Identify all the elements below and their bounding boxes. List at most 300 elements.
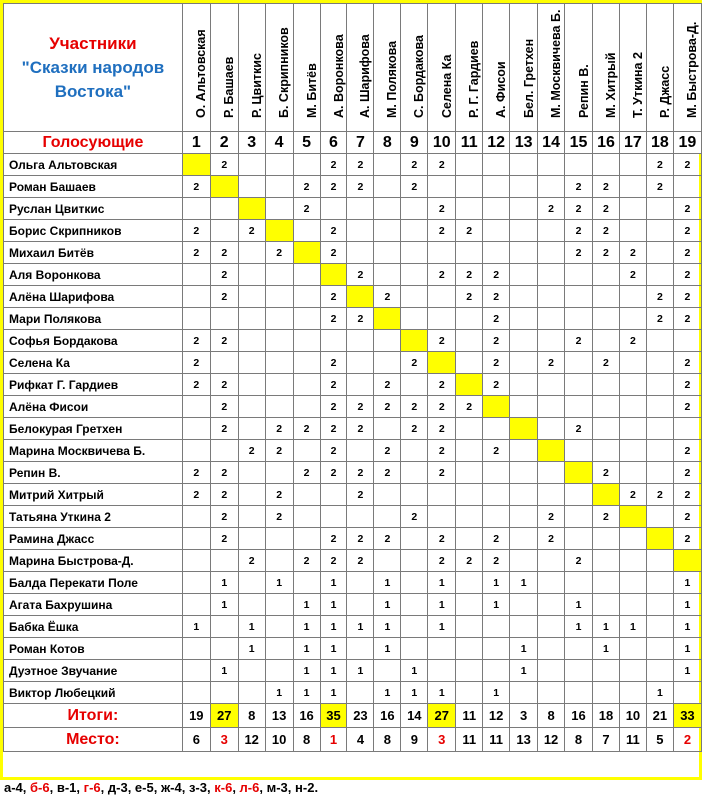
vote-cell (182, 308, 210, 330)
vote-cell (182, 506, 210, 528)
participant-header-cell (565, 4, 593, 132)
vote-cell (374, 154, 401, 176)
vote-cell (538, 616, 565, 638)
vote-cell: 1 (428, 594, 456, 616)
vote-cell (238, 506, 265, 528)
vote-cell (619, 154, 646, 176)
vote-cell (565, 506, 593, 528)
voter-row (4, 660, 702, 682)
vote-cell: 2 (428, 396, 456, 418)
vote-cell (483, 506, 510, 528)
vote-cell: 2 (320, 462, 347, 484)
vote-cell (182, 418, 210, 440)
vote-cell (673, 176, 701, 198)
vote-cell (210, 198, 238, 220)
voter-row (4, 220, 702, 242)
participant-number: 16 (593, 132, 620, 154)
vote-cell: 2 (673, 154, 701, 176)
vote-cell (510, 550, 538, 572)
vote-cell: 2 (347, 154, 374, 176)
vote-cell (374, 330, 401, 352)
total-cell: 27 (210, 704, 238, 728)
vote-cell (265, 176, 293, 198)
vote-cell: 2 (538, 198, 565, 220)
participant-name: Р. Г. Гардиев (467, 40, 482, 118)
vote-cell: 1 (673, 660, 701, 682)
vote-cell (538, 418, 565, 440)
vote-cell (182, 440, 210, 462)
vote-cell (238, 462, 265, 484)
participants-header-row (4, 4, 702, 132)
vote-cell (565, 352, 593, 374)
vote-cell (538, 572, 565, 594)
place-cell: 10 (265, 728, 293, 752)
voter-row (4, 396, 702, 418)
vote-cell (565, 682, 593, 704)
vote-cell: 2 (593, 242, 620, 264)
vote-cell: 2 (673, 506, 701, 528)
vote-cell: 2 (428, 198, 456, 220)
vote-cell: 2 (483, 264, 510, 286)
vote-cell (238, 660, 265, 682)
vote-cell (593, 594, 620, 616)
participant-header-cell (428, 4, 456, 132)
vote-cell: 1 (238, 638, 265, 660)
vote-cell: 1 (374, 638, 401, 660)
vote-cell (538, 462, 565, 484)
vote-cell (593, 264, 620, 286)
vote-cell (593, 308, 620, 330)
title-line-3: Востока" (54, 81, 132, 101)
vote-cell (374, 220, 401, 242)
vote-cell (374, 550, 401, 572)
participant-number: 9 (401, 132, 428, 154)
voter-name: Ольга Альтовская (4, 154, 183, 176)
vote-cell (510, 308, 538, 330)
vote-cell: 2 (210, 374, 238, 396)
vote-cell (293, 330, 320, 352)
vote-cell (428, 638, 456, 660)
vote-cell: 2 (483, 308, 510, 330)
vote-cell: 2 (182, 220, 210, 242)
vote-cell (374, 352, 401, 374)
vote-cell (538, 308, 565, 330)
places-row (4, 728, 702, 752)
vote-cell (238, 154, 265, 176)
vote-cell (401, 594, 428, 616)
vote-cell (238, 484, 265, 506)
vote-cell (293, 484, 320, 506)
vote-cell (565, 484, 593, 506)
vote-cell: 2 (210, 462, 238, 484)
voter-row (4, 638, 702, 660)
participant-name: Р. Джасс (657, 65, 672, 118)
voter-row (4, 264, 702, 286)
vote-cell: 2 (320, 528, 347, 550)
vote-cell: 2 (483, 440, 510, 462)
vote-cell (293, 374, 320, 396)
vote-cell: 1 (320, 572, 347, 594)
vote-cell: 1 (428, 616, 456, 638)
place-cell: 3 (428, 728, 456, 752)
vote-cell (347, 638, 374, 660)
voter-row (4, 594, 702, 616)
place-cell: 11 (619, 728, 646, 752)
vote-cell (593, 660, 620, 682)
vote-cell (374, 176, 401, 198)
place-cell: 9 (401, 728, 428, 752)
vote-cell (619, 550, 646, 572)
vote-cell (593, 154, 620, 176)
voter-name: Митрий Хитрый (4, 484, 183, 506)
vote-cell: 2 (320, 286, 347, 308)
voter-row (4, 418, 702, 440)
vote-cell: 1 (374, 682, 401, 704)
vote-cell: 2 (182, 352, 210, 374)
vote-cell (538, 154, 565, 176)
voter-row (4, 242, 702, 264)
vote-cell (182, 286, 210, 308)
vote-cell (646, 374, 673, 396)
vote-cell (565, 440, 593, 462)
vote-cell: 2 (428, 374, 456, 396)
vote-cell (401, 440, 428, 462)
vote-cell (483, 484, 510, 506)
vote-cell (456, 572, 483, 594)
participant-header-cell (347, 4, 374, 132)
participant-number: 8 (374, 132, 401, 154)
vote-cell: 2 (293, 176, 320, 198)
vote-cell: 2 (673, 308, 701, 330)
vote-cell (593, 550, 620, 572)
vote-cell: 2 (347, 462, 374, 484)
vote-cell (238, 682, 265, 704)
participant-name: А. Шарифова (358, 34, 373, 118)
voter-row (4, 352, 702, 374)
vote-cell: 1 (565, 594, 593, 616)
vote-cell (293, 264, 320, 286)
vote-cell (265, 374, 293, 396)
self-vote-cell (401, 330, 428, 352)
participant-header-cell (293, 4, 320, 132)
vote-cell (238, 418, 265, 440)
vote-cell: 2 (673, 286, 701, 308)
vote-cell (510, 264, 538, 286)
vote-cell: 2 (673, 198, 701, 220)
vote-cell (565, 572, 593, 594)
totals-label: Итоги: (4, 704, 183, 728)
vote-cell: 2 (320, 154, 347, 176)
self-vote-cell (374, 308, 401, 330)
self-vote-cell (210, 176, 238, 198)
vote-cell (456, 506, 483, 528)
voter-name: Рамина Джасс (4, 528, 183, 550)
vote-cell: 2 (428, 418, 456, 440)
vote-cell (619, 286, 646, 308)
vote-cell: 2 (182, 176, 210, 198)
vote-cell (238, 176, 265, 198)
voter-row (4, 308, 702, 330)
vote-cell (265, 550, 293, 572)
total-cell: 33 (673, 704, 701, 728)
vote-cell: 2 (401, 506, 428, 528)
vote-cell: 1 (593, 638, 620, 660)
voter-name: Мари Полякова (4, 308, 183, 330)
participant-number-row (4, 132, 702, 154)
vote-cell (210, 440, 238, 462)
voter-row (4, 330, 702, 352)
vote-cell: 2 (374, 374, 401, 396)
total-cell: 8 (238, 704, 265, 728)
self-vote-cell (593, 484, 620, 506)
vote-cell (510, 352, 538, 374)
vote-cell: 1 (593, 616, 620, 638)
vote-cell (646, 594, 673, 616)
vote-cell (593, 374, 620, 396)
vote-cell: 2 (347, 396, 374, 418)
vote-cell: 1 (483, 572, 510, 594)
legend-item: м-3 (266, 780, 288, 795)
vote-cell (510, 462, 538, 484)
vote-cell: 2 (210, 506, 238, 528)
place-cell: 8 (565, 728, 593, 752)
vote-cell (565, 528, 593, 550)
voter-name: Рифкат Г. Гардиев (4, 374, 183, 396)
vote-cell (456, 176, 483, 198)
vote-cell: 2 (565, 242, 593, 264)
vote-cell (374, 198, 401, 220)
vote-cell: 2 (565, 330, 593, 352)
vote-cell (456, 418, 483, 440)
vote-cell (347, 220, 374, 242)
vote-cell: 2 (483, 286, 510, 308)
voter-row (4, 176, 702, 198)
vote-cell: 2 (265, 484, 293, 506)
vote-cell (347, 242, 374, 264)
vote-cell (646, 198, 673, 220)
legend-item: е-5 (134, 780, 154, 795)
vote-cell: 1 (510, 638, 538, 660)
vote-cell: 2 (646, 484, 673, 506)
vote-cell: 2 (456, 264, 483, 286)
vote-cell (510, 440, 538, 462)
vote-cell (347, 352, 374, 374)
vote-cell (265, 462, 293, 484)
vote-cell: 2 (483, 352, 510, 374)
participant-number: 1 (182, 132, 210, 154)
vote-cell: 2 (320, 352, 347, 374)
vote-cell (456, 660, 483, 682)
participant-name: Селена Ка (439, 54, 454, 118)
participant-number: 12 (483, 132, 510, 154)
total-cell: 3 (510, 704, 538, 728)
vote-cell: 1 (428, 572, 456, 594)
vote-cell (619, 220, 646, 242)
legend-item: н-2. (295, 780, 319, 795)
vote-cell: 1 (293, 594, 320, 616)
vote-cell: 1 (320, 682, 347, 704)
legend-item: ж-4 (160, 780, 182, 795)
vote-cell: 2 (428, 462, 456, 484)
vote-cell: 2 (265, 418, 293, 440)
place-cell: 7 (593, 728, 620, 752)
vote-cell (510, 594, 538, 616)
voter-name: Агата Бахрушина (4, 594, 183, 616)
vote-cell: 2 (673, 374, 701, 396)
vote-cell: 2 (565, 220, 593, 242)
voter-row (4, 528, 702, 550)
voter-name: Аля Воронкова (4, 264, 183, 286)
vote-cell: 2 (619, 264, 646, 286)
vote-cell (374, 242, 401, 264)
vote-cell (320, 484, 347, 506)
vote-cell (538, 374, 565, 396)
vote-cell (510, 176, 538, 198)
vote-cell (265, 264, 293, 286)
vote-cell (347, 506, 374, 528)
vote-cell (374, 418, 401, 440)
vote-cell (593, 396, 620, 418)
vote-cell: 2 (401, 396, 428, 418)
vote-cell: 2 (320, 374, 347, 396)
participant-name: А. Фисои (494, 61, 509, 118)
place-cell: 3 (210, 728, 238, 752)
participant-number: 3 (238, 132, 265, 154)
voters-label: Голосующие (4, 132, 183, 154)
total-cell: 12 (483, 704, 510, 728)
voter-name: Татьяна Уткина 2 (4, 506, 183, 528)
vote-cell (619, 682, 646, 704)
vote-cell (428, 660, 456, 682)
vote-cell (673, 330, 701, 352)
participant-number: 11 (456, 132, 483, 154)
vote-cell (293, 528, 320, 550)
vote-cell (619, 660, 646, 682)
vote-cell (565, 638, 593, 660)
vote-cell (347, 374, 374, 396)
vote-cell: 2 (265, 506, 293, 528)
vote-cell (538, 594, 565, 616)
vote-cell: 2 (238, 220, 265, 242)
total-cell: 16 (293, 704, 320, 728)
vote-cell (456, 308, 483, 330)
vote-cell (456, 638, 483, 660)
vote-cell: 1 (293, 638, 320, 660)
vote-cell (293, 440, 320, 462)
vote-cell (374, 660, 401, 682)
vote-cell (646, 462, 673, 484)
participant-header-cell (673, 4, 701, 132)
participant-number: 14 (538, 132, 565, 154)
vote-cell (456, 440, 483, 462)
voter-row (4, 616, 702, 638)
participant-name: А. Воронкова (331, 34, 346, 118)
vote-cell: 1 (320, 594, 347, 616)
vote-cell: 2 (673, 396, 701, 418)
voter-name: Софья Бордакова (4, 330, 183, 352)
voter-row (4, 484, 702, 506)
participant-header-cell (238, 4, 265, 132)
voter-row (4, 154, 702, 176)
self-vote-cell (238, 198, 265, 220)
vote-cell: 1 (374, 594, 401, 616)
vote-cell: 2 (210, 242, 238, 264)
voter-name: Белокурая Гретхен (4, 418, 183, 440)
vote-cell (646, 418, 673, 440)
vote-cell: 1 (293, 682, 320, 704)
participant-number: 10 (428, 132, 456, 154)
vote-cell (646, 616, 673, 638)
vote-cell (538, 242, 565, 264)
vote-cell: 2 (593, 176, 620, 198)
vote-cell: 2 (210, 330, 238, 352)
vote-cell: 2 (565, 550, 593, 572)
vote-cell: 2 (619, 330, 646, 352)
vote-cell (483, 418, 510, 440)
voter-row (4, 440, 702, 462)
vote-cell (673, 418, 701, 440)
vote-cell (265, 286, 293, 308)
vote-cell (510, 154, 538, 176)
vote-cell: 2 (538, 506, 565, 528)
vote-cell (265, 198, 293, 220)
voter-name: Репин В. (4, 462, 183, 484)
participant-number: 5 (293, 132, 320, 154)
vote-cell: 2 (646, 308, 673, 330)
vote-cell: 2 (456, 550, 483, 572)
vote-cell: 2 (320, 550, 347, 572)
vote-cell: 2 (374, 396, 401, 418)
vote-cell: 1 (210, 660, 238, 682)
place-cell: 1 (320, 728, 347, 752)
vote-cell: 2 (428, 550, 456, 572)
voter-name: Балда Перекати Поле (4, 572, 183, 594)
vote-cell (238, 572, 265, 594)
participant-name: Р. Башаев (222, 56, 237, 118)
vote-cell: 1 (374, 616, 401, 638)
participant-header-cell (182, 4, 210, 132)
vote-cell: 2 (673, 352, 701, 374)
vote-cell (401, 286, 428, 308)
vote-cell: 1 (210, 594, 238, 616)
vote-cell: 2 (320, 308, 347, 330)
participant-name: М. Хитрый (603, 52, 618, 118)
vote-cell (619, 462, 646, 484)
voter-name: Дуэтное Звучание (4, 660, 183, 682)
title-line-1: Участники (49, 33, 137, 53)
vote-cell: 2 (565, 198, 593, 220)
vote-cell: 2 (210, 528, 238, 550)
self-vote-cell (320, 264, 347, 286)
vote-cell: 1 (510, 660, 538, 682)
vote-cell: 2 (347, 418, 374, 440)
vote-cell (238, 264, 265, 286)
vote-cell: 2 (210, 418, 238, 440)
voter-row (4, 374, 702, 396)
vote-cell (428, 484, 456, 506)
self-vote-cell (347, 286, 374, 308)
vote-cell (182, 682, 210, 704)
vote-cell (347, 682, 374, 704)
vote-cell: 2 (265, 242, 293, 264)
vote-cell (401, 572, 428, 594)
vote-cell (210, 352, 238, 374)
vote-cell (538, 660, 565, 682)
vote-cell (565, 154, 593, 176)
vote-cell (347, 330, 374, 352)
vote-cell (619, 396, 646, 418)
self-vote-cell (182, 154, 210, 176)
